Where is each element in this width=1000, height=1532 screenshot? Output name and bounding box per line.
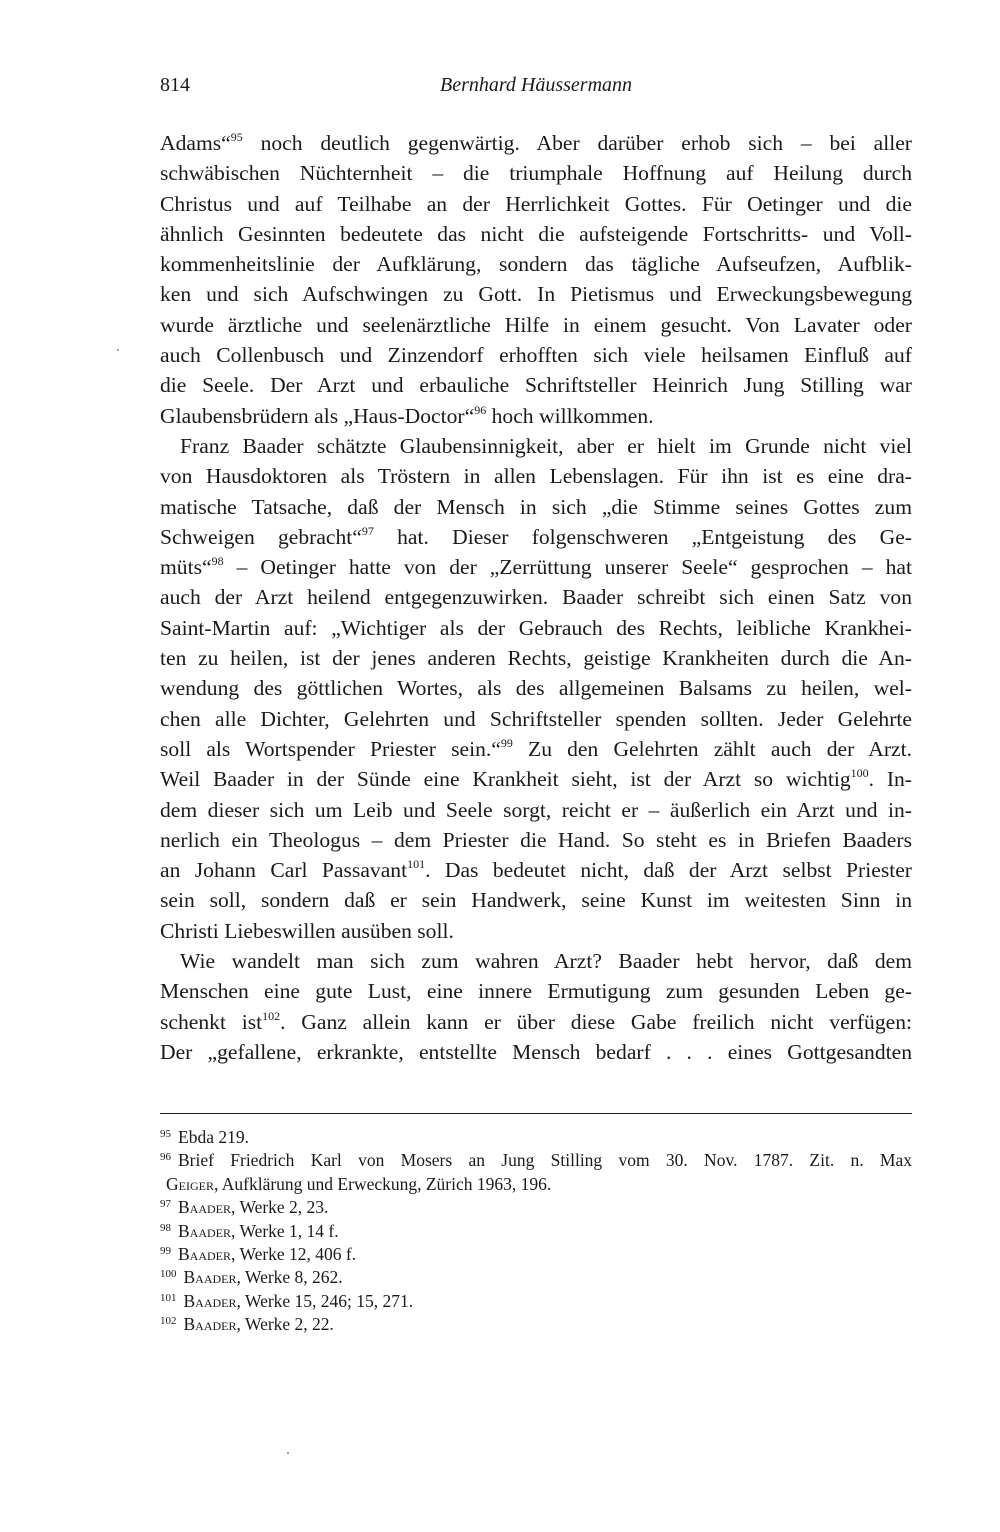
text-line (160, 310, 912, 340)
text-segment: auch Collenbusch und Zinzendorf erhofften sich viele heilsamen Einfluß auf (160, 343, 912, 368)
footnote-text (184, 1314, 334, 1334)
text-segment: Weil Baader in der Sünde eine Krankheit sieht, ist der Arzt so wichtig (160, 767, 851, 792)
footnote-line (160, 1173, 912, 1196)
text-segment: Wie wandelt man sich zum wahren Arzt? Baader hebt hervor, daß dem (180, 949, 912, 974)
footnote-separator-rule (160, 1113, 912, 1114)
text-segment: ken und sich Aufschwingen zu Gott. In Pietismus und Erweckungsbewegung (160, 282, 912, 307)
footnote-line (160, 1243, 912, 1266)
footnote-text (184, 1291, 414, 1311)
text-line (160, 673, 912, 703)
footnote (160, 1266, 912, 1289)
footnote-line (160, 1220, 912, 1243)
text-segment: Schweigen gebracht“ (160, 524, 362, 549)
footnote (160, 1196, 912, 1219)
text-segment: schenkt ist (160, 1009, 263, 1034)
text-line (160, 219, 912, 249)
text-segment: , Werke 8, 262. (236, 1267, 343, 1288)
footnote-reference: 101 (407, 857, 426, 872)
footnotes (160, 1126, 912, 1337)
text-line (160, 189, 912, 219)
page-number: 814 (160, 74, 190, 96)
footnote-number: 98 (160, 1221, 171, 1234)
footnote-line (160, 1126, 912, 1149)
footnote-number: 99 (160, 1244, 171, 1257)
text-line (160, 1037, 912, 1067)
running-head (0, 74, 1000, 104)
text-segment: dem dieser sich um Leib und Seele sorgt, reicht er – äußerlich ein Arzt und in- (160, 797, 912, 822)
footnote-text (178, 1150, 912, 1170)
footnote-text (160, 1174, 551, 1194)
body-text (160, 128, 912, 1067)
scan-speck (287, 1452, 289, 1454)
text-segment: die Seele. Der Arzt und erbauliche Schriftsteller Heinrich Jung Stilling war (160, 373, 912, 398)
running-title: Bernhard Häussermann (439, 74, 633, 96)
footnote-number: 96 (160, 1151, 171, 1164)
text-line (160, 582, 912, 612)
scan-speck (117, 349, 119, 351)
footnote-number: 100 (160, 1268, 177, 1281)
text-segment: Der „gefallene, erkrankte, entstellte Mensch bedarf . . . eines Gottgesandten (160, 1039, 912, 1064)
text-segment: , Werke 2, 23. (231, 1197, 329, 1218)
author-name: Baader (178, 1243, 232, 1264)
text-segment: , Aufklärung und Erweckung, Zürich 1963, 196. (213, 1173, 552, 1194)
text-segment: chen alle Dichter, Gelehrten und Schriftsteller spenden sollten. Jeder Gelehrte (160, 706, 912, 731)
text-line (160, 340, 912, 370)
text-segment: nerlich ein Theologus – dem Priester die Hand. So steht es in Briefen Baaders (160, 827, 912, 852)
author-name: Baader (178, 1220, 232, 1241)
text-segment: Adams“ (160, 131, 231, 155)
text-segment: Glaubensbrüdern als „Haus-Doctor“ (160, 403, 475, 428)
text-segment: . Das bedeutet nicht, daß der Arzt selbst Priester (425, 858, 912, 883)
text-line (160, 734, 912, 764)
text-segment: , Werke 12, 406 f. (231, 1243, 357, 1264)
text-line (160, 279, 912, 309)
text-segment: Franz Baader schätzte Glaubensinnigkeit, aber er hielt im Grunde nicht viel (180, 433, 912, 458)
footnote-text (184, 1267, 343, 1287)
footnote-reference: 98 (211, 554, 224, 569)
text-segment: . Ganz allein kann er über diese Gabe freilich nicht verfügen: (280, 1009, 913, 1034)
text-line (160, 522, 912, 552)
footnote-number: 102 (160, 1315, 177, 1328)
text-line (160, 643, 912, 673)
text-segment: Saint-Martin auf: „Wichtiger als der Gebrauch des Rechts, leibliche Krankhei- (160, 615, 912, 640)
text-line (160, 461, 912, 491)
text-segment: ähnlich Gesinnten bedeutete das nicht die aufsteigende Fortschritts- und Voll- (160, 221, 912, 246)
footnote-line (160, 1196, 912, 1219)
footnote-reference: 95 (230, 130, 243, 144)
footnote-reference: 102 (262, 1008, 281, 1023)
text-line (160, 431, 912, 461)
text-line (160, 613, 912, 643)
footnote-reference: 99 (500, 735, 513, 750)
text-line (160, 795, 912, 825)
text-segment: wendung des göttlichen Wortes, als des allgemeinen Balsams zu heilen, wel- (160, 676, 912, 701)
footnote-line (160, 1313, 912, 1336)
footnote (160, 1243, 912, 1266)
footnote-number: 97 (160, 1198, 171, 1211)
text-line (160, 825, 912, 855)
text-segment: auch der Arzt heilend entgegenzuwirken. Baader schreibt sich einen Satz von (160, 585, 912, 610)
footnote-text (178, 1244, 356, 1264)
text-segment: an Johann Carl Passavant (160, 858, 408, 883)
footnote-number: 101 (160, 1291, 177, 1304)
footnote (160, 1290, 912, 1313)
text-segment: kommenheitslinie der Aufklärung, sondern das tägliche Aufseufzen, Aufblik- (160, 252, 912, 277)
footnote-line (160, 1266, 912, 1289)
text-segment: matische Tatsache, daß der Mensch in sich „die Stimme seines Gottes zum (160, 494, 912, 519)
footnote-text (178, 1127, 249, 1147)
text-segment: von Hausdoktoren als Tröstern in allen Lebenslagen. Für ihn ist es eine dra- (160, 464, 912, 489)
text-segment: schwäbischen Nüchternheit – die triumphale Hoffnung auf Heilung durch (160, 161, 912, 186)
text-line (160, 855, 912, 885)
text-segment: Ebda 219. (178, 1127, 249, 1147)
text-segment: . In- (868, 767, 912, 792)
text-segment: hat. Dieser folgenschweren „Entgeistung des Ge- (373, 524, 912, 549)
author-name: Baader (183, 1314, 237, 1335)
footnote (160, 1149, 912, 1196)
footnote-reference: 100 (850, 766, 869, 781)
footnote-line (160, 1149, 912, 1172)
text-segment: ten zu heilen, ist der jenes anderen Rechts, geistige Krankheiten durch die An- (160, 646, 912, 671)
text-segment: , Werke 2, 22. (236, 1314, 334, 1335)
text-segment: soll als Wortspender Priester sein.“ (160, 736, 501, 761)
text-line (160, 552, 912, 582)
text-line (160, 370, 912, 400)
text-segment: Christus und auf Teilhabe an der Herrlichkeit Gottes. Für Oetinger und die (160, 191, 912, 216)
text-line (160, 946, 912, 976)
footnote-reference: 96 (474, 402, 487, 417)
text-line (160, 158, 912, 188)
text-segment: , Werke 15, 246; 15, 271. (236, 1290, 414, 1311)
text-segment: Christi Liebeswillen ausüben soll. (160, 918, 454, 943)
text-segment: müts“ (160, 555, 212, 580)
text-segment: Menschen eine gute Lust, eine innere Ermutigung zum gesunden Leben ge- (160, 979, 912, 1004)
text-segment: hoch willkommen. (486, 403, 654, 428)
text-segment: sein soll, sondern daß er sein Handwerk, seine Kunst im weitesten Sinn in (160, 888, 912, 913)
text-line (160, 885, 912, 915)
footnote-reference: 97 (361, 523, 374, 538)
text-line (160, 401, 912, 431)
footnote-number: 95 (160, 1128, 171, 1140)
text-line (160, 704, 912, 734)
text-segment: , Werke 1, 14 f. (231, 1220, 339, 1241)
text-segment: – Oetinger hatte von der „Zerrüttung unserer Seele“ gesprochen – hat (223, 555, 912, 580)
footnote-line (160, 1290, 912, 1313)
footnote (160, 1313, 912, 1336)
footnote-text (178, 1197, 328, 1217)
text-segment: Zu den Gelehrten zählt auch der Arzt. (512, 736, 912, 761)
text-line (160, 249, 912, 279)
text-line (160, 764, 912, 794)
text-segment: noch deutlich gegenwärtig. Aber darüber erhob sich – bei aller (242, 131, 912, 155)
text-line (160, 976, 912, 1006)
footnote (160, 1220, 912, 1243)
text-line (160, 916, 912, 946)
text-segment: wurde ärztliche und seelenärztliche Hilfe in einem gesucht. Von Lavater oder (160, 312, 912, 337)
footnote (160, 1126, 912, 1149)
author-name: Baader (183, 1267, 237, 1288)
author-name: Geiger (166, 1173, 214, 1194)
text-line (160, 492, 912, 522)
author-name: Baader (183, 1290, 237, 1311)
text-line (160, 1007, 912, 1037)
footnote-text (178, 1221, 339, 1241)
text-segment: Brief Friedrich Karl von Mosers an Jung Stilling vom 30. Nov. 1787. Zit. n. Max (178, 1150, 912, 1171)
text-line (160, 128, 912, 158)
author-name: Baader (178, 1197, 232, 1218)
